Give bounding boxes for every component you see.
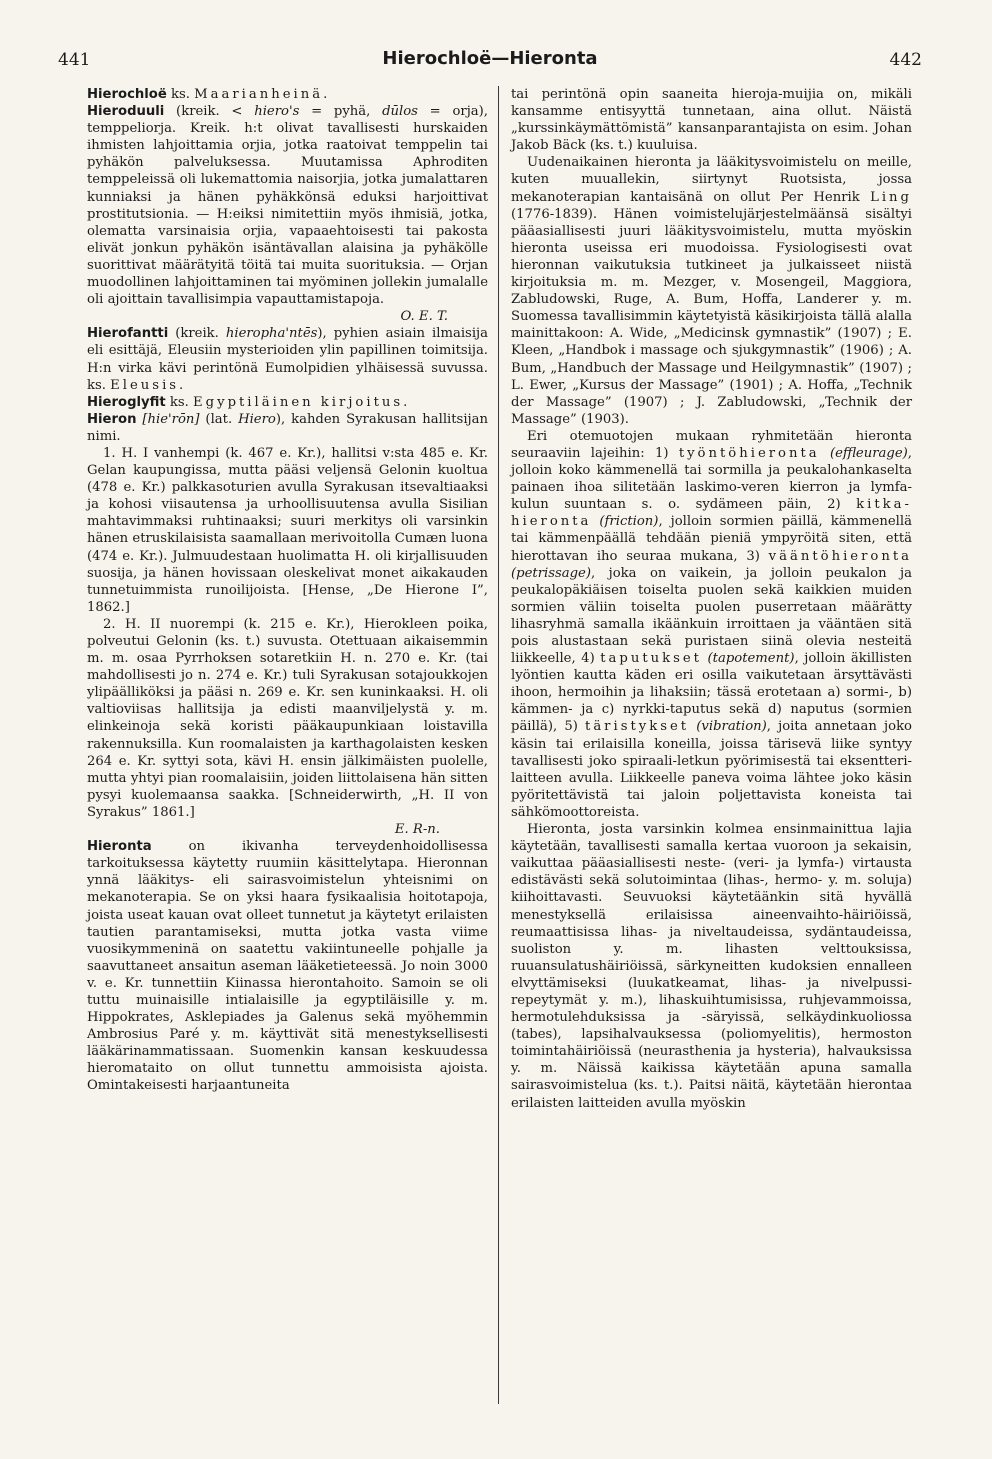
etymology: dūlos xyxy=(382,104,418,120)
latin-name: Hiero xyxy=(238,411,276,427)
entry-text: ks. xyxy=(166,87,195,102)
paragraph-text: , joita annetaan joko käsin tai erilaisilla koneilla, joissa tärisevä liike syntyy tavallisesti joko spiraali-letkun pyörimisestä tai eksentteri-laitteen avulla. Liikkeelle paneva voima lähtee joko käsin pyöritettävistä tai jaloin poljettavista koneista tai sähkömoottoreista. xyxy=(511,719,913,820)
entry-hieronta xyxy=(87,838,488,1094)
etymology: hiero's xyxy=(254,104,300,120)
term-french: (vibration) xyxy=(696,719,767,735)
paragraph xyxy=(511,154,912,428)
page-header xyxy=(58,50,922,74)
entry-text: ks. xyxy=(165,394,194,410)
cross-reference: Egyptiläinen kirjoitus. xyxy=(193,394,411,410)
term-french: (tapotement) xyxy=(707,651,795,667)
page-number-left: 441 xyxy=(58,50,91,70)
entry-text: (lat. xyxy=(199,411,239,427)
entry-hieron xyxy=(87,411,488,445)
paragraph-text: , joka on vaikein, ja jolloin peukalon ja peukalopäkiäisen toiselta puolen sekä kaikkien muiden sormien väliin toiselta puolen puserretaan määrätty lihasryhmä samalla ikäänkuin irroittaen ja vääntäen sitä pois alustastaan sekä puristaen siinä olevia nesteitä liikkeelle, 4) xyxy=(511,565,912,667)
paragraph-text: (1776-1839). Hänen voimistelujärjestelmäänsä sisältyi pääasiallisesti juuri lääkitysvoimistelu, mutta myöskin hieronta useissa eri muodoissa. Fysiologisesti ovat hieronnan vaikutuksia tutkineet ja julkaisseet niistä kirjoituksia m. m. Mezger, v. Mosengeil, Maggiora, Zabludowski, Ruge, A. Bum, Hoffa, Landerer y. m. Suomessa tavallisimmin käytetyistä käsikirjoista tällä alalla mainittakoon: A. Wide, „Medicinsk gymnastik” (1907) ; E. Kleen, „Handbok i massage och sjukgymnastik” (1906) ; A. Bum, „Handbuch der Massage und Heilgymnastik” (1907) ; L. Ewer, „Kursus der Massage” (1901) ; A. Hoffa, „Technik der Massage” (1907) ; J. Zabludowski, „Technik der Massage” (1903). xyxy=(511,206,912,427)
headword: Hieroduuli xyxy=(87,104,165,120)
paragraph-text: , jolloin sormien päillä, kämmenellä tai kämmenpäällä tehdään pieniä ympyröitä siten, että hierottavan iho seuraa mukana, 3) xyxy=(511,514,912,564)
paragraph xyxy=(511,428,912,821)
term: täristykset xyxy=(585,719,690,735)
entry-text: (kreik. < xyxy=(164,104,255,120)
hieron-paragraph-2: 2. H. II nuorempi (k. 215 e. Kr.), Hierokleen poika, polveutui Gelonin (ks. t.) suvusta. Otettuaan aikaisemmin m. m. osaa Pyrrhoksen sotaretkiin H. n. 270 e. Kr. (tai mahdollisesti jo n. 274 e. Kr.) tuli Syrakusan sotajoukkojen ylipäälliköksi ja pääsi n. 269 e. Kr. sen kuninkaaksi. H. oli valtioviisas hallitsija ja edisti maanviljelystä y. m. elinkeinoja sekä koristi pääkaupunkiaan loistavilla rakennuksilla. Kun roomalaisten ja karthagolaisten kesken 264 e. Kr. syttyi sota, kävi H. ensin jälkimäisten puolelle, mutta yhtyi pian roomalaisiin, joiden liittolaisena hän sitten pysyi kuolemaansa saakka. [Schneiderwirth, „H. II von Syrakus” 1861.] xyxy=(87,616,488,820)
entry-text: on ikivanha terveydenhoidollisessa tarkoituksessa käytetty ruumiin käsittelytapa. Hieronnan ynnä lääkitys- eli sairasvoimistelun yhteisnimi on mekanoterapia. Se on yksi haara fysikaalisia hoitotapoja, joista useat kauan ovat olleet tunnetut ja käytetyt erilaisten tautien parantamiseksi, mutta jotka vasta viime vuosikymmeninä on saatettu vakiintuneelle pohjalle ja saavuttaneet ansaitun aseman lääketieteessä. Jo noin 3000 v. e. Kr. tunnettiin Kiinassa hierontahoito. Samoin se oli tuttu muinaisille intialaisille ja egyptiläisille y. m. Hippokrates, Asklepiades ja Galenus sekä myöhemmin Ambrosius Paré y. m. käyttivät sitä menestyksellisesti lääkärinammatissaan. Suomenkin kansan keskuudessa hieromataito on ollut tunnettu ammoisista ajoista. Omintakeisesti harjaantuneita xyxy=(87,839,488,1094)
cross-reference: Eleusis. xyxy=(110,377,187,393)
term-french: (effleurage) xyxy=(829,445,908,461)
pronunciation: [hie'rōn] xyxy=(142,411,200,427)
term: vääntöhieronta xyxy=(768,548,912,564)
term-french: (friction) xyxy=(599,514,659,530)
paragraph: tai perintönä opin saaneita hieroja-muijia on, mikäli kansamme entisyyttä tunnetaan, aina ollut. Näistä „kurssinkäymättömistä” kansanparantajista on esim. Johan Jakob Bäck (ks. t.) kuuluisa. xyxy=(511,87,912,154)
headword: Hieronta xyxy=(87,839,152,855)
person-name: Ling xyxy=(870,189,912,205)
paragraph: Hieronta, josta varsinkin kolmea ensinmainittua lajia käytetään, tavallisesti samalla kertaa vuoroon ja sekaisin, vaikuttaa pääasiallisesti neste- (veri- ja lymfa-) virtausta edistävästi sekä solutoimintaa (lihas-, hermo- y. m. soluja) kiihoittavasti. Seuvuoksi käytetäänkin sitä hyvällä menestyksellä erilaisissa aineenvaihto-häiriöissä, reumaattisissa lihas- ja niveltaudeissa, sydäntaudeissa, suoliston y. m. lihasten velttouksissa, ruuansulatushäiriöissä, särkyneitten kudoksien ennalleen elvyttämiseksi (luukatkeamat, lihas- ja nivelpussi-repeytymät y. m.), lihaskuihtumisissa, ruhjevammoissa, hermotulehduksissa ja -säryissä, selkäydinkuoliossa (tabes), lapsihalvauksessa (poliomyelitis), hermoston toimintahäiriöissä (neurasthenia ja hysteria), halvauksissa y. m. Näissä kaikissa käytetään apuna samalla sairasvoimistelua (ks. t.). Paitsi näitä, käytetään hierontaa erilaisten laitteiden avulla myöskin xyxy=(511,822,912,1111)
paragraph-text: Eri otemuotojen mukaan ryhmitetään hieronta seuraaviin lajeihin: 1) xyxy=(511,428,912,461)
paragraph-text: Uudenaikainen hieronta ja lääkitysvoimistelu on meille, kuten muuallekin, siirtynyt Ruotsista, jossa mekanoterapian kantaisänä on ollut Per Henrik xyxy=(511,155,912,205)
etymology: hieropha'ntēs xyxy=(225,326,318,342)
page-number-right: 442 xyxy=(889,50,922,70)
cross-reference: Maarianheinä. xyxy=(194,87,331,102)
headword: Hieroglyfit xyxy=(87,394,166,410)
headword: Hieron xyxy=(87,411,137,427)
term: työntöhieronta xyxy=(678,445,820,461)
entry-hierofantti xyxy=(87,325,488,393)
left-column xyxy=(87,86,488,1095)
paragraph-text: , jolloin äkillisten lyöntien kautta käden eri osilla vaikutetaan ärsyttävästi ihoon, hermoihin ja lihaksiin; tässä erotetaan a) sormi-, b) kämmen- ja c) nyrkki-taputus sekä d) naputus (sormien päillä), 5) xyxy=(511,651,912,735)
entry-hieroglyfit xyxy=(87,394,488,411)
entry-hieroduuli xyxy=(87,103,488,308)
right-column xyxy=(511,86,912,1112)
entry-hierochloe xyxy=(87,86,488,103)
paragraph-text: , jolloin koko kämmenellä tai sormilla ja peukalohankaselta painaen ihoa silitetään laskimo-veren kierron ja lymfa-kulun suuntaan s. o. sydämeen päin, 2) xyxy=(511,445,912,513)
term: kitka-hieronta xyxy=(511,497,912,530)
running-title: Hierochloë—Hieronta xyxy=(382,48,598,69)
entry-text: = pyhä, xyxy=(299,104,383,120)
entry-text: ), pyhien asiain ilmaisija eli esittäjä, Eleusiin mysterioiden ylin papillinen toimitsija. H:n virka kävi perintönä Eumolpidien ylhäisessä suvussa. ks. xyxy=(87,326,488,393)
entry-text: = orja), temppeliorja. Kreik. h:t olivat tavallisesti hurskaiden ihmisten lahjoittamia orjia, jotka raatoivat temppelin tai pyhäkön palveluksessa. Muutamissa Aphroditen temppeleissä oli lukemattomia naisorjia, jotka jumalattaren kunniaksi ja hänen pyhäkkönsä eduksi harjoittivat prostitutsionia. — H:eiksi nimitettiin myös ihmisiä, jotka, olematta varsinaisia orjia, vapaaehtoisesti tai pakosta elivät jonkun pyhäkön isäntävallan alaisina ja pyhäkölle suorittivat määrätyitä töitä tai muita suorituksia. — Orjan muodollinen lahjoittaminen tai myöminen jollekin jumalalle oli ajoittain tavallisimpia vapauttamistapoja. xyxy=(87,104,488,308)
hieron-paragraph-1: 1. H. I vanhempi (k. 467 e. Kr.), hallitsi v:sta 485 e. Kr. Gelan kaupungissa, mutta pääsi veljensä Gelonin kuoltua (478 e. Kr.) palkkasoturien avulla Syrakusan itsevaltiaaksi ja kohosi viisautensa ja urhoollisuutensa avulla Sisilian mahtavimmaksi ruhtinaaksi; suuri merkitys oli varsinkin hänen etruskilaisista saamallaan merivoitolla Cumæn luona (474 e. Kr.). Julmuudestaan huolimatta H. oli kirjallisuuden suosija, ja hänen hovissaan oleskelivat monet aikakauden tunnetuimmista runoilijoista. [Hense, „De Hierone I”, 1862.] xyxy=(87,445,488,615)
term: taputukset xyxy=(600,651,702,667)
entry-text: (kreik. xyxy=(168,326,226,342)
entry-text: ), kahden Syrakusan hallitsijan nimi. xyxy=(87,411,488,444)
term-french: (petrissage) xyxy=(511,565,592,581)
column-divider xyxy=(498,86,499,1404)
headword: Hierochloë xyxy=(87,87,167,102)
headword: Hierofantti xyxy=(87,326,169,342)
author-signature: O. E. T. xyxy=(400,309,448,325)
author-signature: E. R-n. xyxy=(394,822,440,838)
